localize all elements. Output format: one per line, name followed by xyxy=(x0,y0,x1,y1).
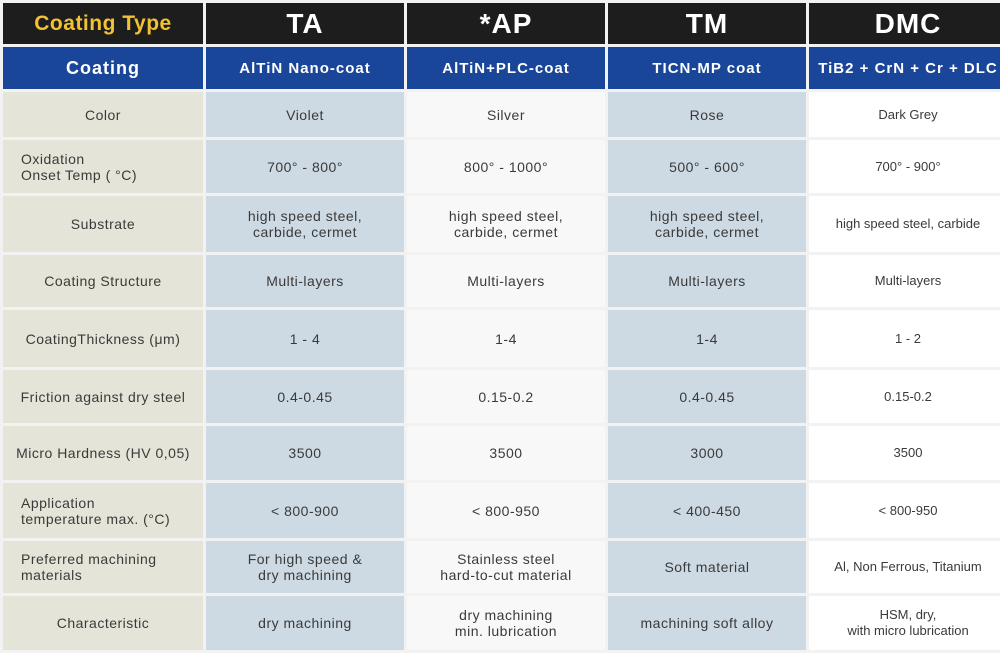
preferred-materials-dmc-cell xyxy=(809,541,1000,593)
friction-tm-line-1: 0.4-0.45 xyxy=(679,388,735,405)
preferred-materials-tm-cell xyxy=(608,541,806,593)
substrate-ta-line-1: high speed steel, xyxy=(247,208,363,224)
row-label-friction xyxy=(3,370,203,423)
characteristic-ta-cell xyxy=(206,596,404,650)
table-row xyxy=(3,596,1000,650)
friction-ta-line-1: 0.4-0.45 xyxy=(277,388,333,405)
thickness-ap-line-1: 1-4 xyxy=(495,330,517,347)
oxidation-dmc-cell xyxy=(809,140,1000,193)
row-label-characteristic-line-1: Characteristic xyxy=(56,615,150,631)
row-label-color-line-1: Color xyxy=(85,106,121,123)
oxidation-ap-cell xyxy=(407,140,605,193)
preferred-materials-dmc-line-1: Al, Non Ferrous, Titanium xyxy=(834,559,982,574)
thickness-tm-cell xyxy=(608,310,806,367)
coating-label: Coating xyxy=(3,47,203,89)
substrate-dmc-line-1: high speed steel, carbide xyxy=(835,216,981,231)
characteristic-ap-line-2: min. lubrication xyxy=(454,623,558,639)
hardness-ap-line-1: 3500 xyxy=(489,445,523,461)
table-row xyxy=(3,483,1000,538)
type-ap: *AP xyxy=(407,3,605,44)
oxidation-dmc-line-1: 700° - 900° xyxy=(875,158,941,174)
application-temp-ta-line-1: < 800-900 xyxy=(271,502,339,519)
structure-ap-line-1: Multi-layers xyxy=(467,273,545,289)
hardness-dmc-cell xyxy=(809,426,1000,480)
hardness-dmc-line-1: 3500 xyxy=(893,445,923,460)
friction-dmc-line-1: 0.15-0.2 xyxy=(884,388,932,404)
table-row xyxy=(3,140,1000,193)
preferred-materials-ta-line-2: dry machining xyxy=(258,567,352,583)
oxidation-ta-cell xyxy=(206,140,404,193)
coating-ap: AlTiN+PLC-coat xyxy=(407,47,605,89)
hardness-ap-cell xyxy=(407,426,605,480)
row-label-thickness-line-1: CoatingThickness (μm) xyxy=(25,330,181,347)
application-temp-tm-line-1: < 400-450 xyxy=(673,502,741,519)
type-ta: TA xyxy=(206,3,404,44)
thickness-ta-line-1: 1 - 4 xyxy=(289,330,321,347)
substrate-dmc-cell xyxy=(809,196,1000,252)
row-label-substrate-line-1: Substrate xyxy=(70,216,136,232)
structure-dmc-cell xyxy=(809,255,1000,307)
row-label-oxidation xyxy=(3,140,203,193)
table-row xyxy=(3,310,1000,367)
table-row xyxy=(3,541,1000,593)
row-label-structure xyxy=(3,255,203,307)
thickness-dmc-cell xyxy=(809,310,1000,367)
application-temp-ap-line-1: < 800-950 xyxy=(472,502,540,519)
friction-tm-cell xyxy=(608,370,806,423)
coating-type-label: Coating Type xyxy=(3,3,203,44)
oxidation-tm-line-1: 500° - 600° xyxy=(669,158,745,175)
color-dmc-line-1: Dark Grey xyxy=(878,106,938,122)
structure-ta-line-1: Multi-layers xyxy=(266,273,344,289)
substrate-tm-line-2: carbide, cermet xyxy=(655,224,759,240)
substrate-ap-line-2: carbide, cermet xyxy=(454,224,558,240)
table-row xyxy=(3,92,1000,137)
coating-name-header-row xyxy=(3,47,1000,89)
characteristic-ap-line-1: dry machining xyxy=(459,607,553,623)
characteristic-ta-line-1: dry machining xyxy=(258,615,352,631)
row-label-application-temp xyxy=(3,483,203,538)
structure-tm-cell xyxy=(608,255,806,307)
row-label-structure-line-1: Coating Structure xyxy=(44,273,162,289)
type-tm: TM xyxy=(608,3,806,44)
row-label-preferred-materials xyxy=(3,541,203,593)
preferred-materials-ta-cell xyxy=(206,541,404,593)
hardness-ta-line-1: 3500 xyxy=(288,445,322,461)
table-row xyxy=(3,196,1000,252)
application-temp-ta-cell xyxy=(206,483,404,538)
application-temp-ap-cell xyxy=(407,483,605,538)
oxidation-tm-cell xyxy=(608,140,806,193)
characteristic-dmc-line-1: HSM, dry, xyxy=(879,607,937,622)
row-label-preferred-materials-line-1: Preferred machining xyxy=(21,551,157,567)
row-label-oxidation-line-2: Onset Temp ( °C) xyxy=(21,166,138,183)
preferred-materials-tm-line-1: Soft material xyxy=(664,559,750,575)
characteristic-tm-line-1: machining soft alloy xyxy=(640,615,774,631)
row-label-preferred-materials-line-2: materials xyxy=(21,567,83,583)
coating-tm: TICN-MP coat xyxy=(608,47,806,89)
preferred-materials-ap-line-2: hard-to-cut material xyxy=(440,567,572,583)
thickness-ap-cell xyxy=(407,310,605,367)
color-ap-line-1: Silver xyxy=(486,106,525,123)
color-ta-line-1: Violet xyxy=(286,106,324,123)
substrate-tm-cell xyxy=(608,196,806,252)
substrate-ta-line-2: carbide, cermet xyxy=(253,224,357,240)
structure-tm-line-1: Multi-layers xyxy=(668,273,746,289)
color-ap-cell xyxy=(407,92,605,137)
thickness-dmc-line-1: 1 - 2 xyxy=(894,330,921,346)
coating-ta: AlTiN Nano-coat xyxy=(206,47,404,89)
structure-ta-cell xyxy=(206,255,404,307)
row-label-application-temp-line-1: Application xyxy=(21,494,95,511)
substrate-ap-cell xyxy=(407,196,605,252)
table-row xyxy=(3,426,1000,480)
thickness-tm-line-1: 1-4 xyxy=(696,330,718,347)
structure-ap-cell xyxy=(407,255,605,307)
friction-ta-cell xyxy=(206,370,404,423)
color-tm-line-1: Rose xyxy=(689,106,725,123)
row-label-characteristic xyxy=(3,596,203,650)
characteristic-dmc-cell xyxy=(809,596,1000,650)
row-label-application-temp-line-2: temperature max. (°C) xyxy=(21,510,171,527)
friction-ap-cell xyxy=(407,370,605,423)
row-label-hardness xyxy=(3,426,203,480)
row-label-oxidation-line-1: Oxidation xyxy=(21,150,85,167)
row-label-substrate xyxy=(3,196,203,252)
row-label-friction-line-1: Friction against dry steel xyxy=(20,388,186,405)
characteristic-ap-cell xyxy=(407,596,605,650)
preferred-materials-ap-line-1: Stainless steel xyxy=(457,551,555,567)
substrate-ta-cell xyxy=(206,196,404,252)
application-temp-tm-cell xyxy=(608,483,806,538)
coating-dmc: TiB2 + CrN + Cr + DLC xyxy=(809,47,1000,89)
table-row xyxy=(3,255,1000,307)
substrate-tm-line-1: high speed steel, xyxy=(649,208,765,224)
oxidation-ta-line-1: 700° - 800° xyxy=(267,158,343,175)
application-temp-dmc-line-1: < 800-950 xyxy=(878,502,938,518)
color-dmc-cell xyxy=(809,92,1000,137)
thickness-ta-cell xyxy=(206,310,404,367)
oxidation-ap-line-1: 800° - 1000° xyxy=(463,158,549,175)
characteristic-dmc-line-2: with micro lubrication xyxy=(847,623,969,638)
hardness-ta-cell xyxy=(206,426,404,480)
friction-ap-line-1: 0.15-0.2 xyxy=(478,388,534,405)
friction-dmc-cell xyxy=(809,370,1000,423)
structure-dmc-line-1: Multi-layers xyxy=(874,273,942,288)
hardness-tm-cell xyxy=(608,426,806,480)
preferred-materials-ta-line-1: For high speed & xyxy=(247,551,363,567)
table-row xyxy=(3,370,1000,423)
preferred-materials-ap-cell xyxy=(407,541,605,593)
characteristic-tm-cell xyxy=(608,596,806,650)
type-dmc: DMC xyxy=(809,3,1000,44)
substrate-ap-line-1: high speed steel, xyxy=(448,208,564,224)
application-temp-dmc-cell xyxy=(809,483,1000,538)
color-ta-cell xyxy=(206,92,404,137)
row-label-thickness xyxy=(3,310,203,367)
row-label-color xyxy=(3,92,203,137)
coating-type-header-row xyxy=(3,3,1000,44)
row-label-hardness-line-1: Micro Hardness (HV 0,05) xyxy=(16,445,190,461)
hardness-tm-line-1: 3000 xyxy=(690,445,724,461)
color-tm-cell xyxy=(608,92,806,137)
